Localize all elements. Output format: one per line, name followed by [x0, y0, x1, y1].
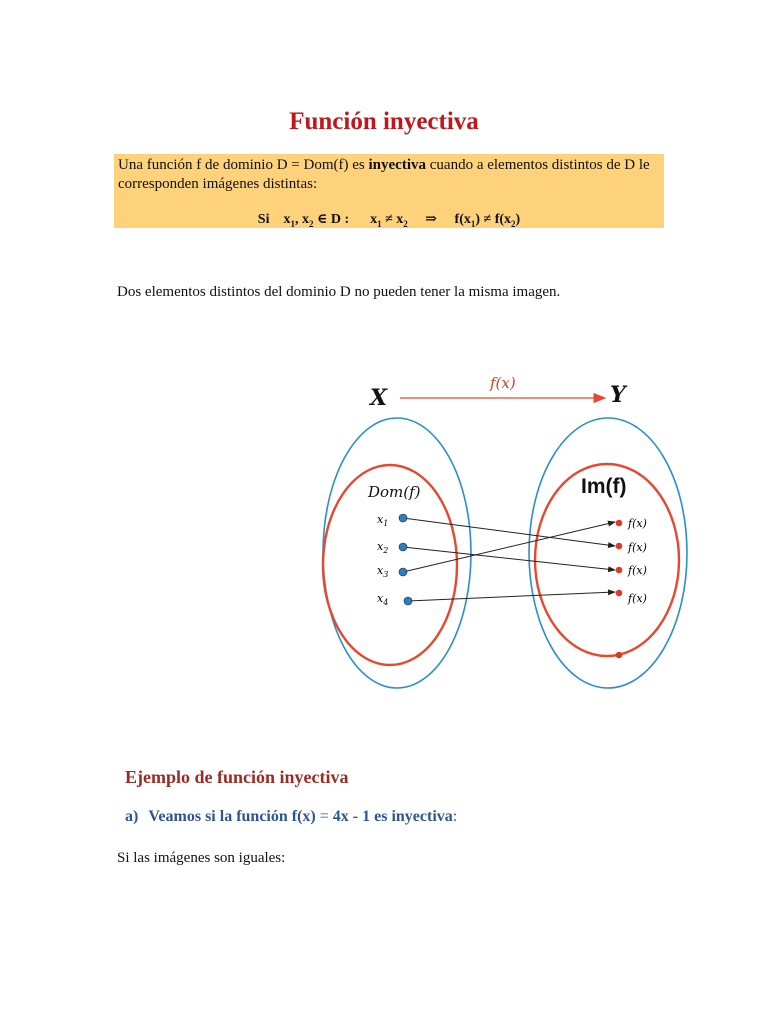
example-item-colon: :: [452, 808, 458, 825]
domain-point: [399, 514, 407, 522]
image-point: [616, 590, 623, 597]
domain-point-label: $x_4$: [377, 592, 389, 607]
mapping-arrow: [403, 522, 615, 572]
example-item: [125, 808, 457, 826]
paragraph-text: Dos elementos distintos del dominio D no pueden tener la misma imagen.: [117, 284, 561, 300]
mapping-arrow: [403, 547, 615, 570]
example-item-eq: =: [315, 808, 333, 825]
domain-point-label: $x_1$: [377, 513, 389, 528]
example-heading: Ejemplo de función inyectiva: [125, 767, 349, 787]
formula-x1: x: [283, 212, 291, 227]
paragraph-text-2: Si las imágenes son iguales:: [117, 850, 286, 866]
formula-sep: , x: [294, 212, 309, 227]
domain-point: [399, 568, 407, 576]
formula-sub: 2: [403, 218, 408, 229]
mapping-arrow: [408, 592, 615, 601]
example-item-func: f(x): [291, 808, 316, 825]
definition-part2: cuando a elementos distintos de D le corresponden imágenes distintas:: [118, 157, 650, 192]
formula-in-d: ∈ D :: [313, 212, 350, 227]
definition-formula: [114, 210, 664, 234]
formula-sub: 1: [377, 218, 382, 229]
set-x-label: X: [370, 385, 388, 411]
formula-f-close: ): [515, 212, 521, 227]
example-item-label: a): [125, 808, 139, 825]
example-item-text-pre: Veamos si la función: [148, 808, 292, 825]
mapping-arrow: [403, 518, 615, 546]
definition-text: [118, 156, 660, 194]
formula-f-open: f(x: [454, 212, 471, 227]
formula-neq: ≠ x: [381, 212, 404, 227]
example-item-text-post: es inyectiva: [370, 808, 453, 825]
mapping-diagram: [320, 360, 710, 700]
domain-point-label: $x_3$: [377, 564, 389, 579]
domain-point: [399, 543, 407, 551]
formula-neq-a: x: [370, 212, 378, 227]
formula-sub: 2: [308, 218, 314, 229]
formula-sub: 1: [470, 218, 476, 229]
formula-si: Si: [257, 212, 270, 227]
definition-part1: Una función f de dominio D = Dom(f) es: [118, 157, 369, 173]
image-point: [616, 567, 623, 574]
domain-point: [404, 597, 412, 605]
formula-sub: 1: [290, 218, 295, 229]
map-label: f(x): [490, 374, 516, 392]
image-label: Im(f): [581, 475, 627, 498]
domain-label: Dom(f): [368, 483, 421, 501]
image-point-label: f(x): [628, 541, 647, 554]
set-y-ellipse: [529, 418, 687, 688]
image-point: [616, 543, 623, 550]
definition-box: [114, 154, 664, 228]
formula-f-mid: ) ≠ f(x: [475, 212, 512, 227]
set-y-label: Y: [610, 382, 626, 408]
extra-point: [616, 652, 623, 659]
image-point-label: f(x): [628, 592, 647, 605]
image-point-label: f(x): [628, 517, 647, 530]
example-item-expr: 4x - 1: [332, 808, 371, 825]
formula-implies: ⇒: [425, 212, 438, 227]
image-point: [616, 520, 623, 527]
image-point-label: f(x): [628, 564, 647, 577]
set-x-ellipse: [323, 418, 471, 688]
domain-point-label: $x_2$: [377, 540, 389, 555]
page-title: Función inyectiva: [289, 108, 479, 135]
definition-bold: inyectiva: [368, 157, 426, 173]
formula-sub: 2: [511, 218, 516, 229]
